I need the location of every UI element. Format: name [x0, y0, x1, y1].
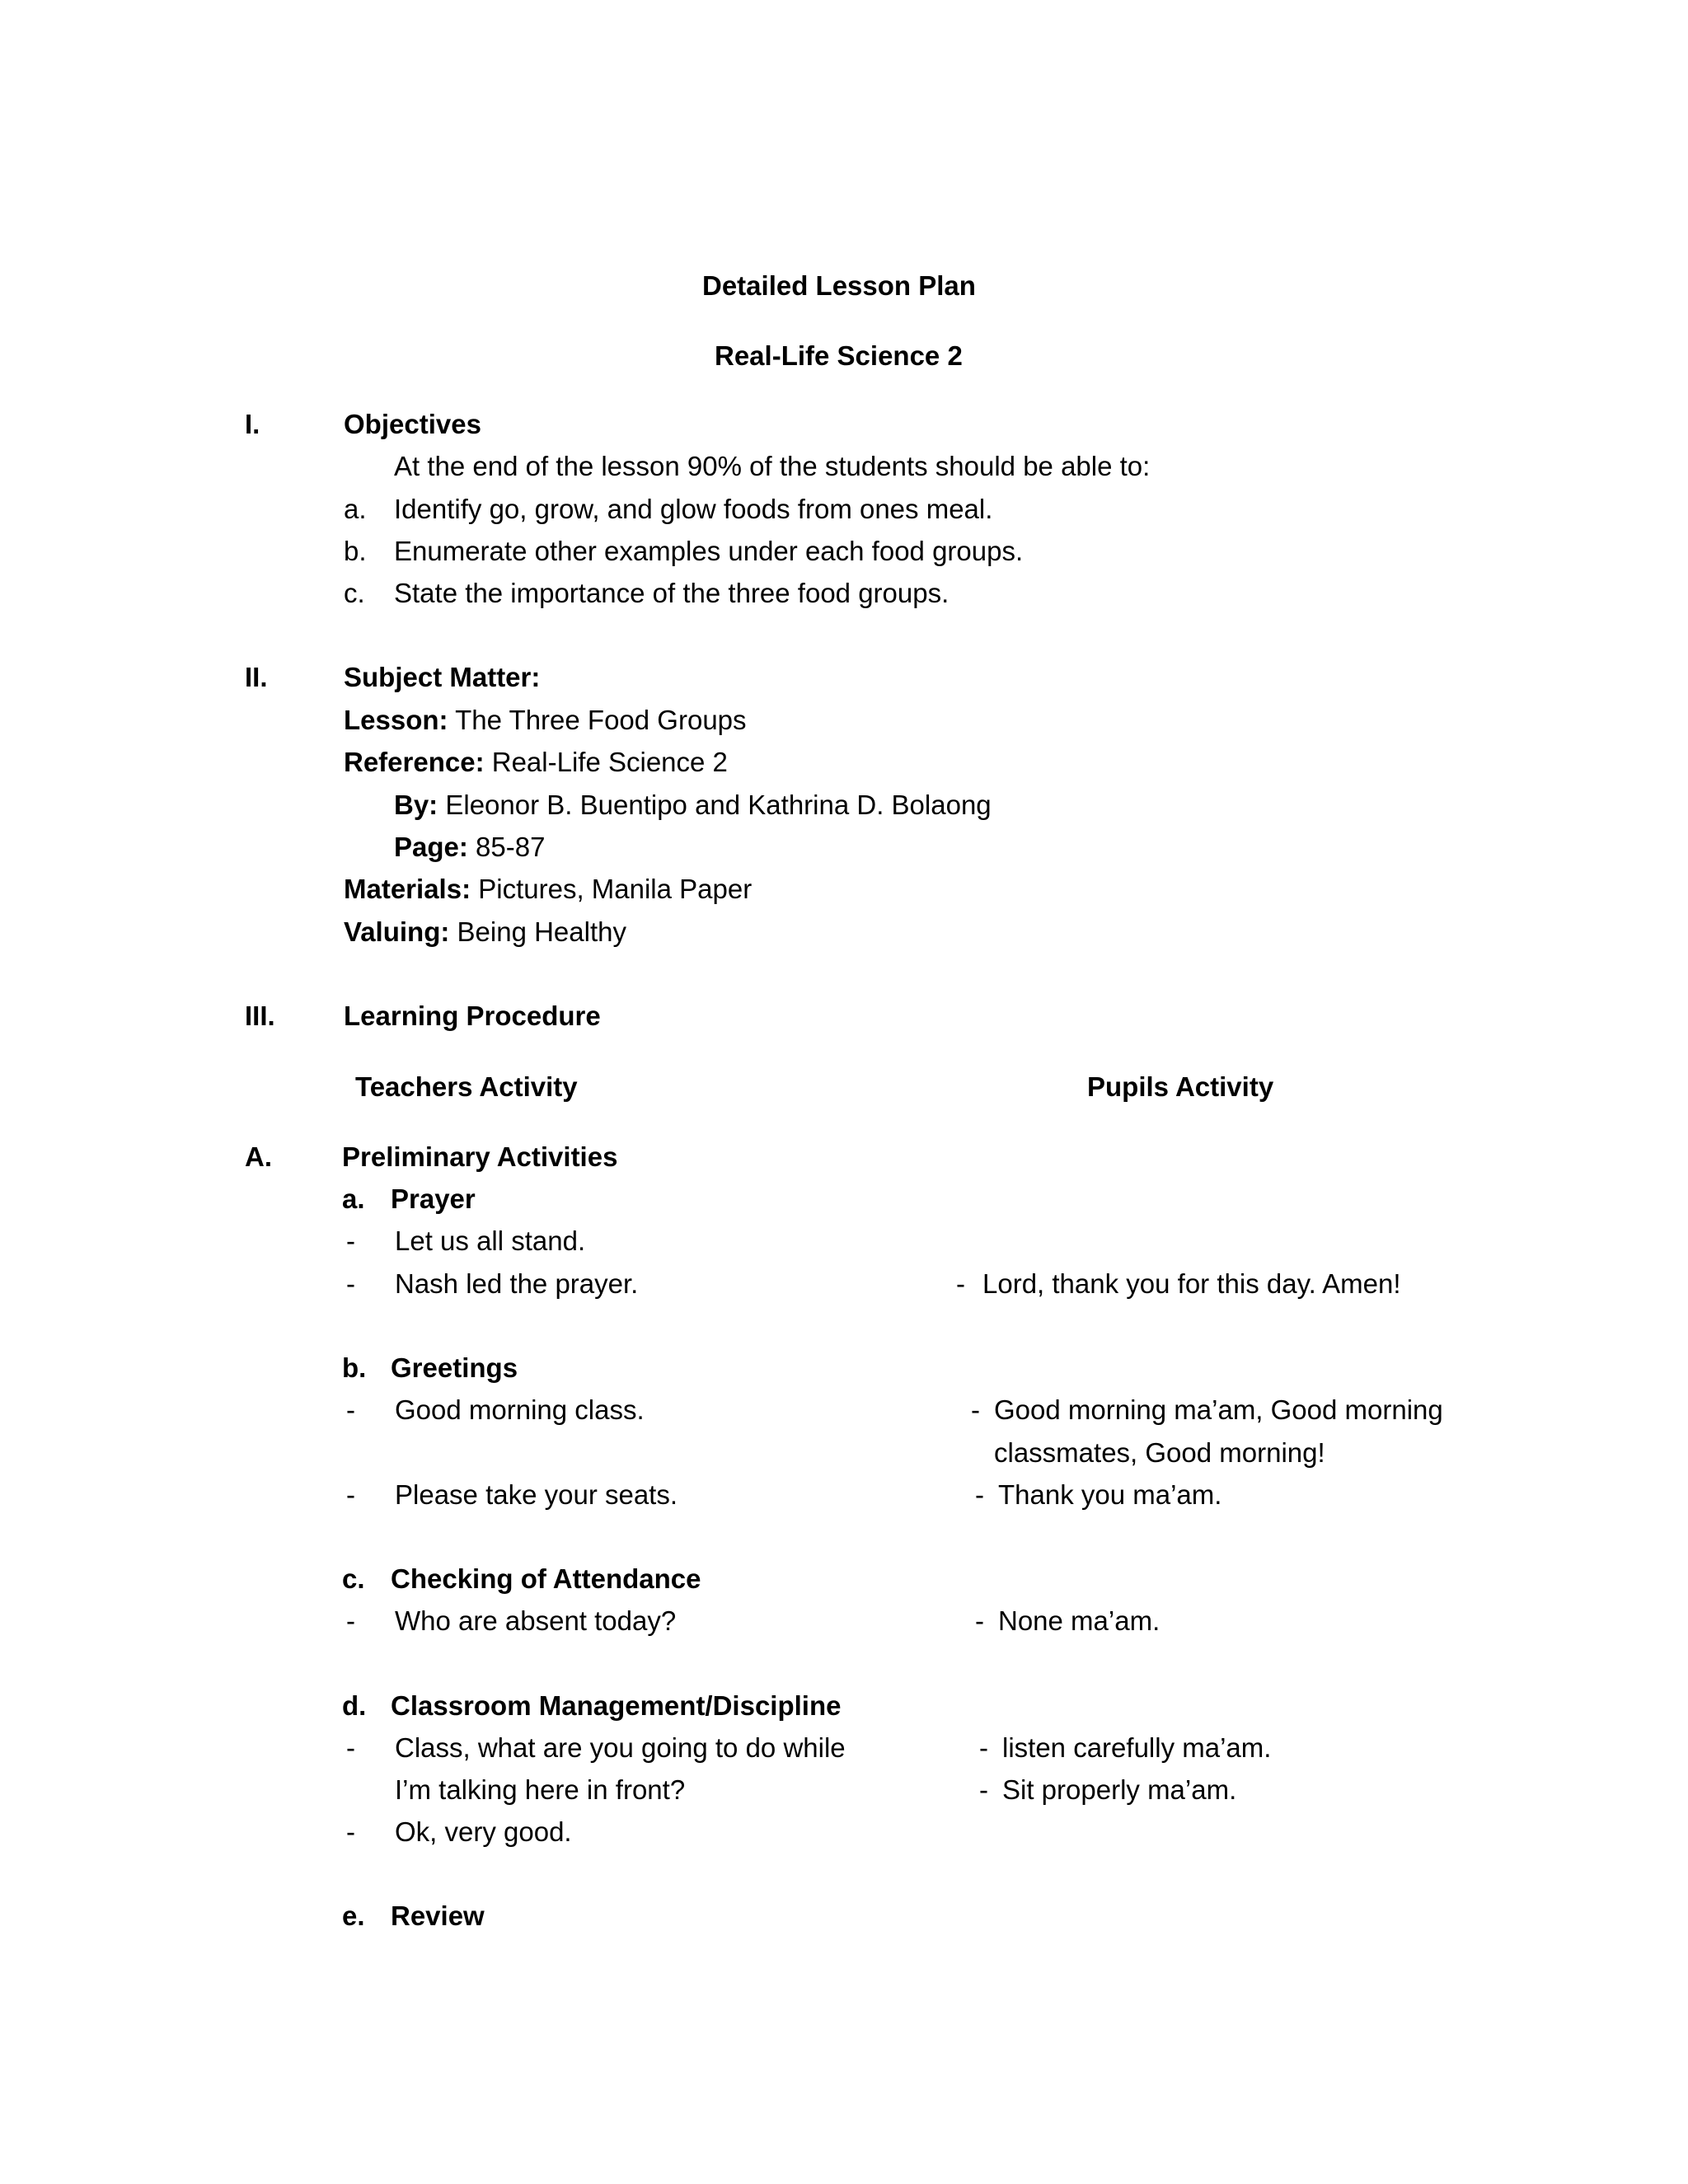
- review-heading: Review: [391, 1900, 485, 1931]
- greetings-pupil-line-2: Thank you ma’am.: [998, 1479, 1222, 1510]
- dash-bullet: -: [346, 1732, 355, 1763]
- prayer-pupil-line-1: Lord, thank you for this day. Amen!: [982, 1268, 1401, 1299]
- section-numeral-objectives: I.: [245, 409, 260, 439]
- management-letter: d.: [342, 1690, 367, 1721]
- prayer-heading: Prayer: [391, 1183, 476, 1214]
- valuing-line: [344, 918, 626, 945]
- greetings-teacher-line-1: Good morning class.: [395, 1394, 645, 1425]
- dash-bullet: -: [979, 1774, 988, 1805]
- dash-bullet: -: [975, 1605, 984, 1636]
- materials-label: Materials:: [344, 874, 471, 904]
- dash-bullet: -: [346, 1605, 355, 1636]
- objective-letter-c: c.: [344, 578, 365, 608]
- by-label: By:: [394, 790, 438, 820]
- objectives-heading: Objectives: [344, 409, 481, 439]
- dash-bullet: -: [956, 1268, 965, 1299]
- teachers-activity-header: Teachers Activity: [355, 1071, 578, 1102]
- prayer-teacher-line-1: Let us all stand.: [395, 1226, 586, 1256]
- dash-bullet: -: [346, 1268, 355, 1299]
- management-heading: Classroom Management/Discipline: [391, 1690, 842, 1721]
- attendance-heading: Checking of Attendance: [391, 1563, 701, 1594]
- preliminary-letter: A.: [245, 1141, 272, 1172]
- subject-matter-heading: Subject Matter:: [344, 662, 541, 692]
- reference-line: [344, 748, 728, 776]
- lesson-value: The Three Food Groups: [455, 705, 747, 735]
- preliminary-heading: Preliminary Activities: [342, 1141, 618, 1172]
- lesson-label: Lesson:: [344, 705, 448, 735]
- valuing-value: Being Healthy: [457, 916, 626, 947]
- dash-bullet: -: [346, 1226, 355, 1256]
- lesson-line: [344, 706, 747, 733]
- prayer-letter: a.: [342, 1183, 365, 1214]
- objective-text-b: Enumerate other examples under each food groups.: [394, 536, 1024, 566]
- materials-line: [344, 875, 752, 902]
- management-teacher-line-1a: Class, what are you going to do while: [395, 1732, 846, 1763]
- attendance-teacher-line-1: Who are absent today?: [395, 1605, 677, 1636]
- greetings-heading: Greetings: [391, 1352, 518, 1383]
- management-pupil-line-2: Sit properly ma’am.: [1002, 1774, 1237, 1805]
- objective-text-a: Identify go, grow, and glow foods from ones meal.: [394, 494, 993, 524]
- pupils-activity-header: Pupils Activity: [1087, 1071, 1274, 1102]
- greetings-teacher-line-2: Please take your seats.: [395, 1479, 678, 1510]
- review-letter: e.: [342, 1900, 365, 1931]
- dash-bullet: -: [971, 1394, 980, 1425]
- document-subtitle: Real-Life Science 2: [715, 340, 963, 371]
- management-teacher-line-2: Ok, very good.: [395, 1816, 572, 1847]
- management-teacher-line-1b: I’m talking here in front?: [395, 1774, 686, 1805]
- objective-letter-a: a.: [344, 494, 367, 524]
- page-label: Page:: [394, 832, 468, 862]
- page-value: 85-87: [476, 832, 546, 862]
- valuing-label: Valuing:: [344, 916, 450, 947]
- greetings-pupil-line-1b: classmates, Good morning!: [994, 1437, 1325, 1468]
- dash-bullet: -: [975, 1479, 984, 1510]
- document-title: Detailed Lesson Plan: [702, 270, 976, 301]
- prayer-teacher-line-2: Nash led the prayer.: [395, 1268, 639, 1299]
- attendance-letter: c.: [342, 1563, 365, 1594]
- section-numeral-subject-matter: II.: [245, 662, 268, 692]
- page-line: [394, 833, 545, 860]
- dash-bullet: -: [346, 1394, 355, 1425]
- dash-bullet: -: [979, 1732, 988, 1763]
- objectives-intro: At the end of the lesson 90% of the students should be able to:: [394, 451, 1151, 481]
- attendance-pupil-line-1: None ma’am.: [998, 1605, 1160, 1636]
- greetings-letter: b.: [342, 1352, 367, 1383]
- dash-bullet: -: [346, 1816, 355, 1847]
- learning-procedure-heading: Learning Procedure: [344, 1001, 601, 1031]
- dash-bullet: -: [346, 1479, 355, 1510]
- reference-label: Reference:: [344, 747, 485, 777]
- greetings-pupil-line-1a: Good morning ma’am, Good morning: [994, 1394, 1443, 1425]
- by-value: Eleonor B. Buentipo and Kathrina D. Bolaong: [445, 790, 992, 820]
- materials-value: Pictures, Manila Paper: [478, 874, 753, 904]
- objective-letter-b: b.: [344, 536, 367, 566]
- objective-text-c: State the importance of the three food groups.: [394, 578, 950, 608]
- management-pupil-line-1: listen carefully ma’am.: [1002, 1732, 1272, 1763]
- by-line: [394, 791, 992, 818]
- reference-value: Real-Life Science 2: [491, 747, 728, 777]
- section-numeral-learning-procedure: III.: [245, 1001, 275, 1031]
